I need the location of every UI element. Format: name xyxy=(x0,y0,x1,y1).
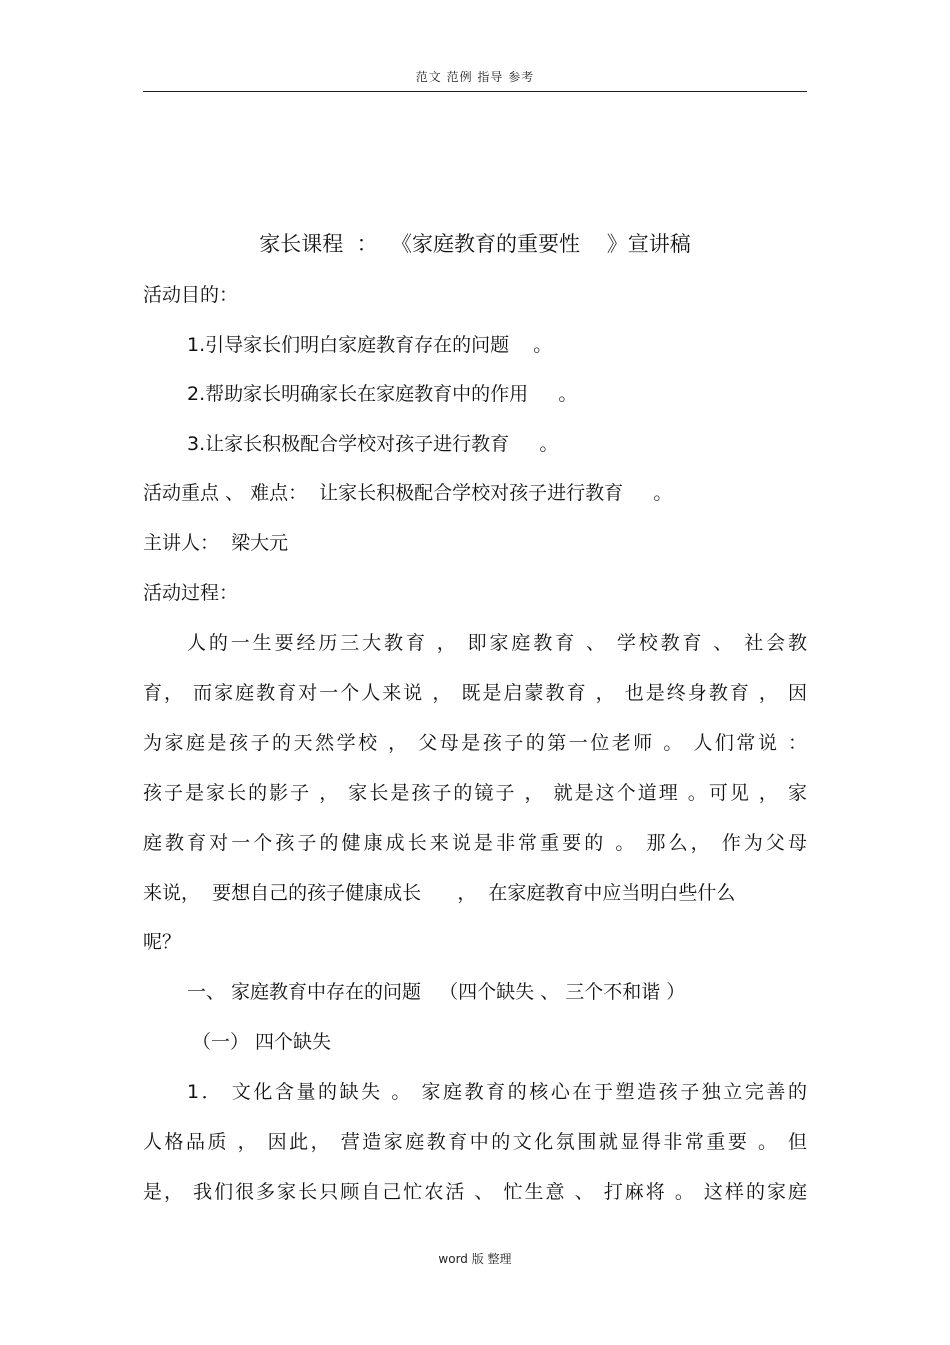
paragraph-line: 为家庭是孩子的天然学校 ， 父母是孩子的第一位老师 。 人们常说 ： xyxy=(143,732,807,754)
paragraph-line: 1． 文化含量的缺失 。 家庭教育的核心在于塑造孩子独立完善的 xyxy=(187,1081,807,1103)
paragraph-line: 庭教育对一个孩子的健康成长来说是非常重要的 。 那么， 作为父母 xyxy=(143,832,807,854)
goal-item: 2.帮助家长明确家长在家庭教育中的作用 。 xyxy=(187,383,578,405)
paragraph-line: 呢？ xyxy=(143,931,182,953)
process-heading: 活动过程： xyxy=(143,582,239,604)
key-points: 活动重点 、 难点： 让家长积极配合学校对孩子进行教育 。 xyxy=(143,482,673,504)
paragraph-line: 来说， 要想自己的孩子健康成长 ， 在家庭教育中应当明白些什么 xyxy=(143,882,736,904)
paragraph-line: 人格品质 ， 因此， 营造家庭教育中的文化氛围就显得非常重要 。 但 xyxy=(143,1131,807,1153)
sub-section-heading: （一） 四个缺失 xyxy=(192,1031,332,1053)
page-footer: word 版 整理 xyxy=(438,1252,512,1266)
paragraph-line: 是， 我们很多家长只顾自己忙农活 、 忙生意 、 打麻将 。 这样的家庭 xyxy=(143,1181,807,1203)
header-divider xyxy=(143,91,807,92)
paragraph-line: 人的一生要经历三大教育 ， 即家庭教育 、 学校教育 、 社会教 xyxy=(187,632,807,654)
goals-heading: 活动目的： xyxy=(143,284,239,306)
goal-item: 1.引导家长们明白家庭教育存在的问题 。 xyxy=(187,334,553,356)
paragraph-line: 孩子是家长的影子 ， 家长是孩子的镜子 ， 就是这个道理 。可见 ， 家 xyxy=(143,782,807,804)
paragraph-line: 育， 而家庭教育对一个人来说 ， 既是启蒙教育 ， 也是终身教育 ， 因 xyxy=(143,682,807,704)
document-title: 家长课程 ： 《家庭教育的重要性 》宣讲稿 xyxy=(259,232,691,256)
page-header: 范文 范例 指导 参考 xyxy=(415,70,535,84)
goal-item: 3.让家长积极配合学校对孩子进行教育 。 xyxy=(187,433,559,455)
section-heading: 一、 家庭教育中存在的问题 （四个缺失 、 三个不和谐 ） xyxy=(187,981,686,1003)
speaker: 主讲人： 梁大元 xyxy=(143,532,289,554)
